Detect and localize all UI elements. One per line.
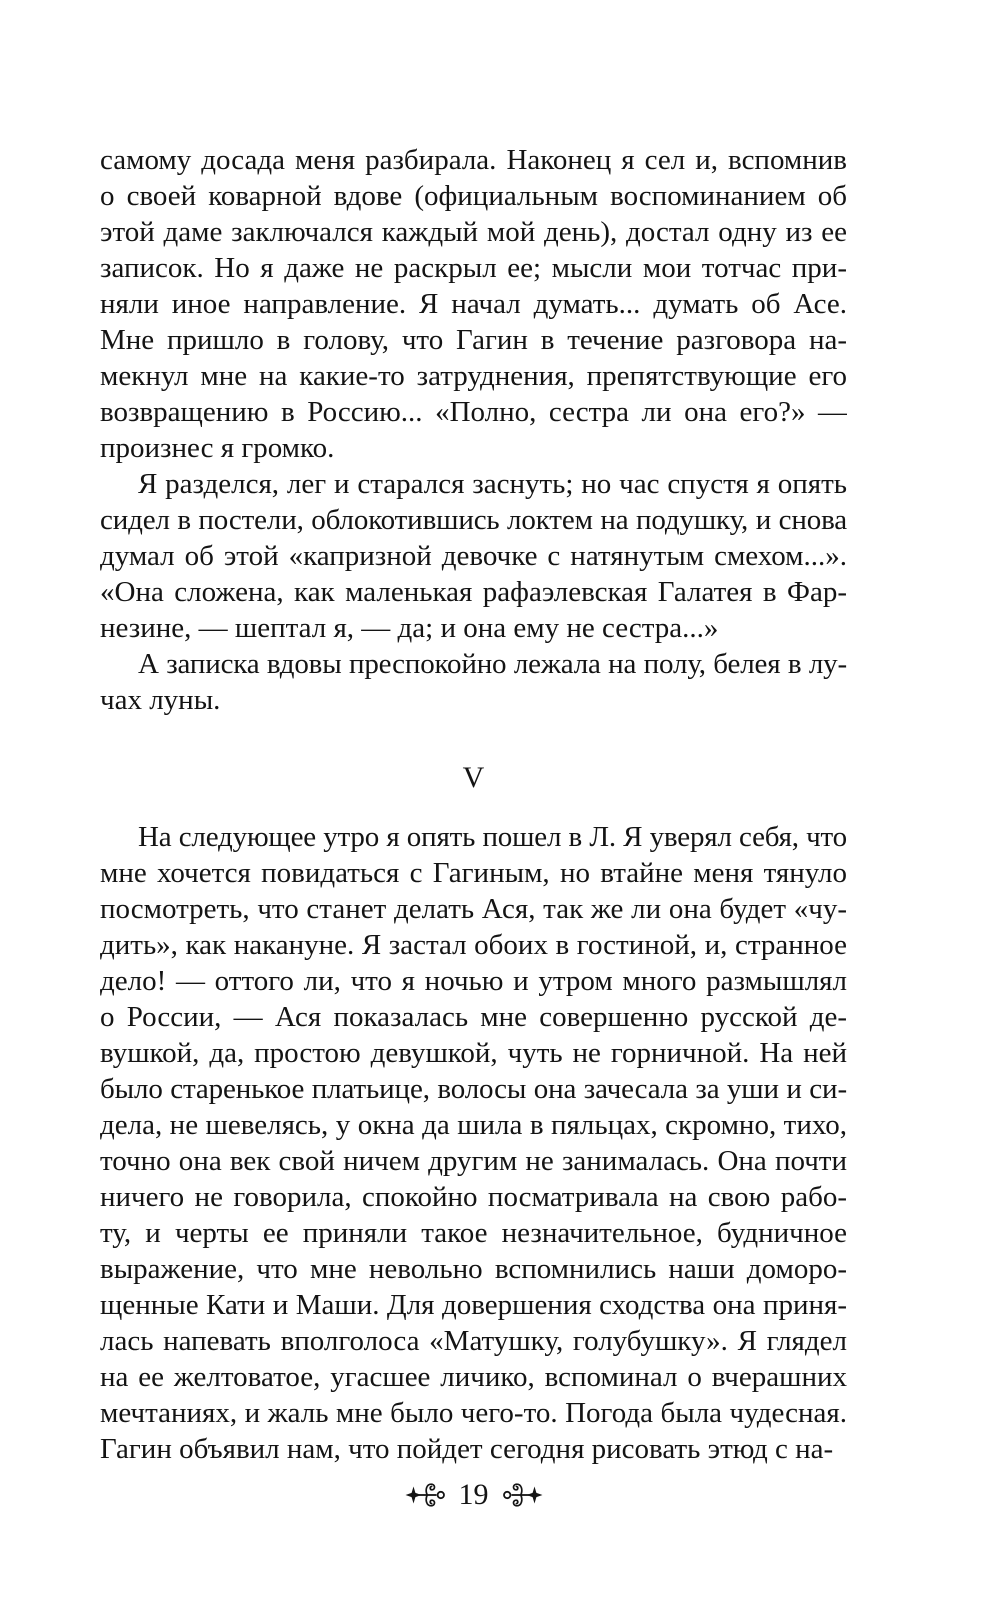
- page-text: [100, 142, 847, 1467]
- text-line: посмотреть, что станет делать Ася, так же ли она будет «чу-: [100, 893, 847, 925]
- text-line: щенные Кати и Маши. Для довершения сходства она приня-: [100, 1289, 847, 1321]
- fleuron-right-icon: [502, 1479, 544, 1511]
- text-line: записок. Но я даже не раскрыл ее; мысли мои тотчас при-: [100, 252, 847, 284]
- text-line: вушкой, да, простою девушкой, чуть не горничной. На ней: [100, 1037, 847, 1069]
- text-line: мне хочется повидаться с Гагиным, но втайне меня тянуло: [100, 857, 847, 889]
- text-line: Мне пришло в голову, что Гагин в течение разговора на-: [100, 324, 847, 356]
- text-line: няли иное направление. Я начал думать... думать об Асе.: [100, 288, 847, 320]
- text-line: мечтаниях, и жаль мне было чего-то. Погода была чудесная.: [100, 1397, 847, 1429]
- text-line: мекнул мне на какие-то затруднения, препятствующие его: [100, 360, 847, 392]
- text-line: дело! — оттого ли, что я ночью и утром много размышлял: [100, 965, 847, 997]
- text-line: ту, и черты ее приняли такое незначительное, будничное: [100, 1217, 847, 1249]
- paragraph: [100, 142, 847, 466]
- text-line: ничего не говорила, спокойно посматривала на свою рабо-: [100, 1181, 847, 1213]
- paragraph: [100, 466, 847, 646]
- text-line: сидел в постели, облокотившись локтем на подушку, и снова: [100, 504, 847, 536]
- text-line: самому досада меня разбирала. Наконец я сел и, вспомнив: [100, 144, 847, 176]
- text-line: незине, — шептал я, — да; и она ему не сестра...»: [100, 612, 719, 644]
- text-line: На следующее утро я опять пошел в Л. Я уверял себя, что: [138, 821, 847, 853]
- text-line: произнес я громко.: [100, 432, 335, 464]
- text-line: А записка вдовы преспокойно лежала на полу, белея в лу-: [138, 648, 847, 680]
- page-number: 19: [458, 1478, 489, 1511]
- text-line: выражение, что мне невольно вспомнились наши доморо-: [100, 1253, 847, 1285]
- text-line: думал об этой «капризной девочке с натянутым смехом...».: [100, 540, 847, 572]
- text-line: дить», как накануне. Я застал обоих в гостиной, и, странное: [100, 929, 847, 961]
- page-footer: [100, 1477, 847, 1513]
- fleuron-left-icon: [404, 1479, 446, 1511]
- text-line: этой даме заключался каждый мой день), достал одну из ее: [100, 216, 847, 248]
- text-line: о России, — Ася показалась мне совершенно русской де-: [100, 1001, 847, 1033]
- text-line: чах луны.: [100, 684, 221, 716]
- text-line: Гагин объявил нам, что пойдет сегодня рисовать этюд с на-: [100, 1433, 834, 1465]
- paragraph: [100, 819, 847, 1467]
- text-line: точно она век свой ничем другим не занималась. Она почти: [100, 1145, 847, 1177]
- text-line: Я разделся, лег и старался заснуть; но час спустя я опять: [138, 468, 847, 500]
- paragraph: [100, 646, 847, 718]
- text-line: «Она сложена, как маленькая рафаэлевская Галатея в Фар-: [100, 576, 847, 608]
- text-line: на ее желтоватое, угасшее личико, вспоминал о вчерашних: [100, 1361, 847, 1393]
- text-line: о своей коварной вдове (официальным воспоминанием об: [100, 180, 847, 212]
- text-line: возвращению в Россию... «Полно, сестра ли она его?» —: [100, 396, 847, 428]
- chapter-heading: V: [462, 761, 485, 794]
- text-line: дела, не шевелясь, у окна да шила в пяльцах, скромно, тихо,: [100, 1109, 847, 1141]
- text-line: было старенькое платьице, волосы она зачесала за уши и си-: [100, 1073, 847, 1105]
- text-line: лась напевать вполголоса «Матушку, голубушку». Я глядел: [100, 1325, 847, 1357]
